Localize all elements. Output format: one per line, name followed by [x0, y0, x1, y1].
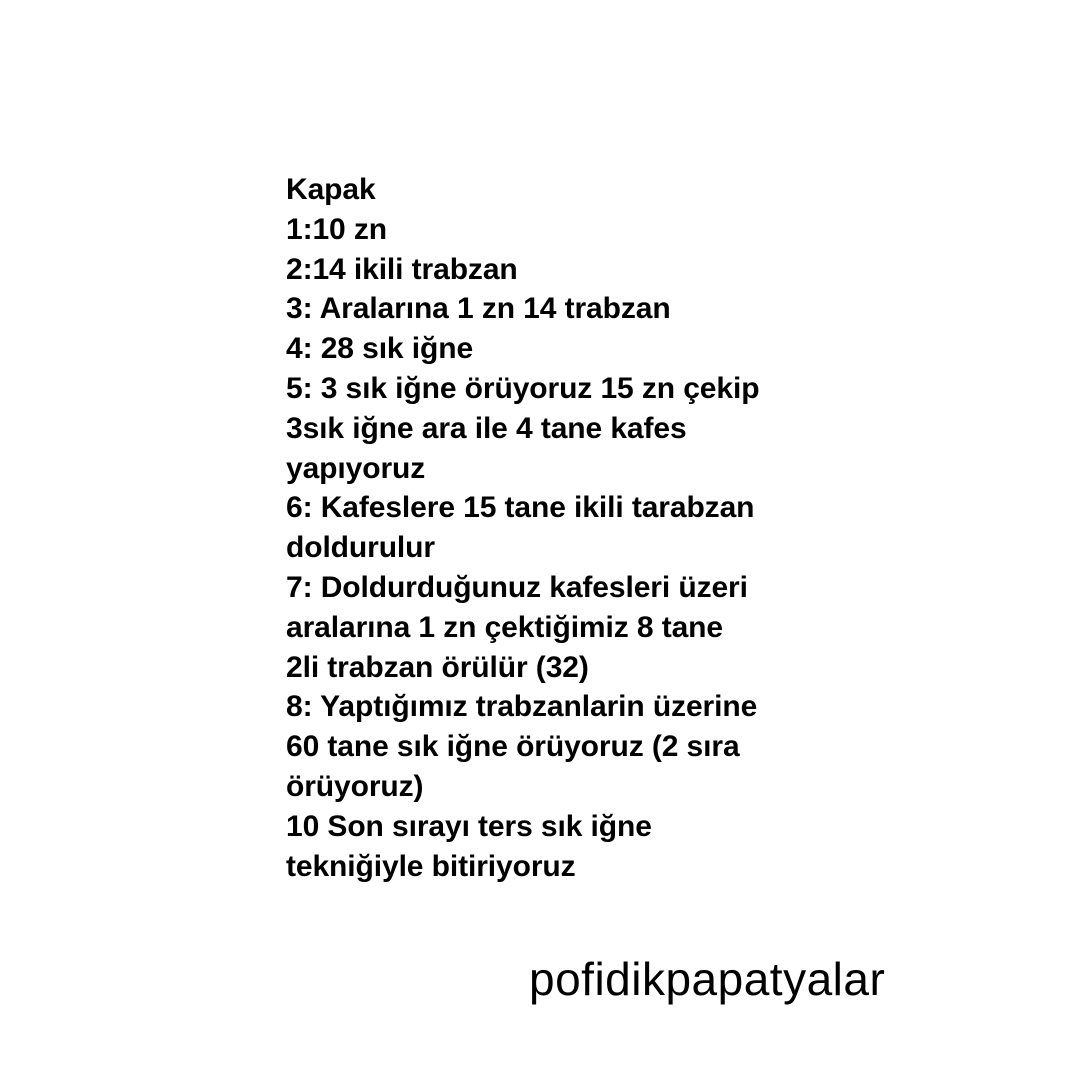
pattern-line: 5: 3 sık iğne örüyoruz 15 zn çekip — [286, 371, 760, 405]
pattern-line: 4: 28 sık iğne — [286, 332, 474, 366]
account-watermark: pofidikpapatyalar — [529, 953, 886, 1005]
pattern-line: aralarına 1 zn çektiğimiz 8 tane — [286, 610, 723, 644]
pattern-line: 8: Yaptığımız trabzanlarin üzerine — [286, 690, 758, 724]
pattern-line: yapıyoruz — [286, 451, 426, 485]
pattern-line: doldurulur — [286, 531, 435, 565]
pattern-line: 3: Aralarına 1 zn 14 trabzan — [286, 292, 671, 326]
pattern-line: 2:14 ikili trabzan — [286, 252, 518, 286]
pattern-line: 1:10 zn — [286, 212, 388, 246]
pattern-line: 60 tane sık iğne örüyoruz (2 sıra — [286, 730, 740, 764]
pattern-title: Kapak — [286, 173, 376, 206]
pattern-line: 2li trabzan örülür (32) — [286, 650, 589, 684]
pattern-line: tekniğiyle bitiriyoruz — [286, 849, 576, 883]
pattern-line: 7: Doldurduğunuz kafesleri üzeri — [286, 570, 748, 604]
pattern-line: örüyoruz) — [286, 769, 424, 803]
pattern-line: 3sık iğne ara ile 4 tane kafes — [286, 411, 687, 445]
crochet-pattern-text — [286, 170, 846, 886]
pattern-line: 10 Son sırayı ters sık iğne — [286, 809, 652, 843]
pattern-line: 6: Kafeslere 15 tane ikili tarabzan — [286, 491, 755, 525]
